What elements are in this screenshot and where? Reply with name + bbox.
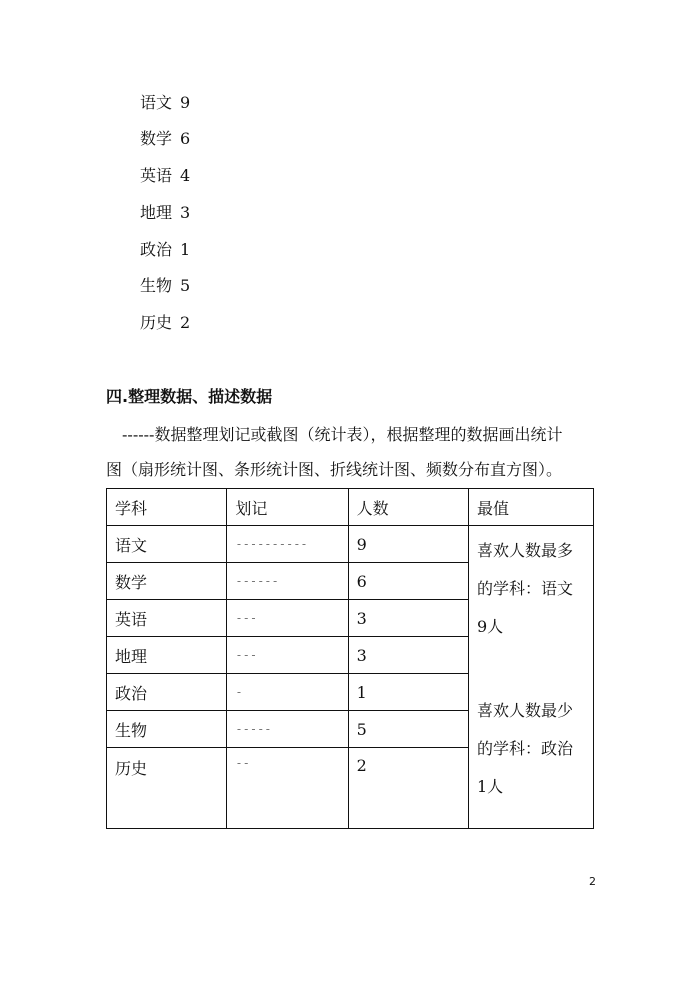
count-value: 5 xyxy=(180,276,191,295)
count-value: 3 xyxy=(180,203,191,222)
count-cell: 2 xyxy=(348,748,468,829)
statistics-table xyxy=(106,488,594,829)
subject-cell: 政治 xyxy=(107,674,227,711)
count-value: 1 xyxy=(180,240,191,259)
subject-cell: 地理 xyxy=(107,637,227,674)
subject-label: 英语 xyxy=(140,166,173,185)
count-value: 4 xyxy=(180,166,191,185)
header-count: 人数 xyxy=(348,489,468,526)
survey-list-item xyxy=(140,313,190,333)
subject-cell: 数学 xyxy=(107,563,227,600)
subject-cell: 英语 xyxy=(107,600,227,637)
tally-cell: --- xyxy=(227,600,348,637)
tally-cell: ------ xyxy=(227,563,348,600)
survey-list-item xyxy=(140,203,190,223)
tally-cell: ----- xyxy=(227,711,348,748)
table-header-row xyxy=(107,489,594,526)
min-note: 喜欢人数最少的学科：政治 1人 xyxy=(476,701,573,796)
table-row xyxy=(107,526,594,563)
survey-list-item xyxy=(140,240,190,260)
subject-label: 生物 xyxy=(140,276,173,295)
header-extreme: 最值 xyxy=(468,489,593,526)
header-subject: 学科 xyxy=(107,489,227,526)
count-cell: 9 xyxy=(348,526,468,563)
count-value: 2 xyxy=(180,313,191,332)
page-number: 2 xyxy=(589,875,596,888)
count-value: 6 xyxy=(180,129,191,148)
count-cell: 3 xyxy=(348,600,468,637)
header-tally: 划记 xyxy=(227,489,348,526)
section-heading: 四.整理数据、描述数据 xyxy=(106,387,273,406)
instruction-line-1: ------数据整理划记或截图（统计表），根据整理的数据画出统计 xyxy=(122,425,563,444)
subject-label: 数学 xyxy=(140,129,173,148)
max-note: 喜欢人数最多的学科：语文 9人 xyxy=(476,541,573,636)
survey-list-item xyxy=(140,276,190,296)
subject-cell: 语文 xyxy=(107,526,227,563)
count-cell: 6 xyxy=(348,563,468,600)
count-cell: 5 xyxy=(348,711,468,748)
subject-cell: 生物 xyxy=(107,711,227,748)
subject-label: 地理 xyxy=(140,203,173,222)
tally-cell: --- xyxy=(227,637,348,674)
instruction-line-2: 图（扇形统计图、条形统计图、折线统计图、频数分布直方图）。 xyxy=(106,460,563,479)
subject-cell: 历史 xyxy=(107,748,227,829)
tally-cell: -- xyxy=(227,748,348,829)
survey-list-item xyxy=(140,93,190,113)
count-cell: 1 xyxy=(348,674,468,711)
tally-cell: ---------- xyxy=(227,526,348,563)
count-cell: 3 xyxy=(348,637,468,674)
count-value: 9 xyxy=(180,93,191,112)
subject-label: 政治 xyxy=(140,240,173,259)
subject-label: 历史 xyxy=(140,313,173,332)
extreme-cell xyxy=(468,526,593,829)
subject-label: 语文 xyxy=(140,93,173,112)
survey-list-item xyxy=(140,129,190,149)
tally-cell: - xyxy=(227,674,348,711)
survey-list-item xyxy=(140,166,190,186)
